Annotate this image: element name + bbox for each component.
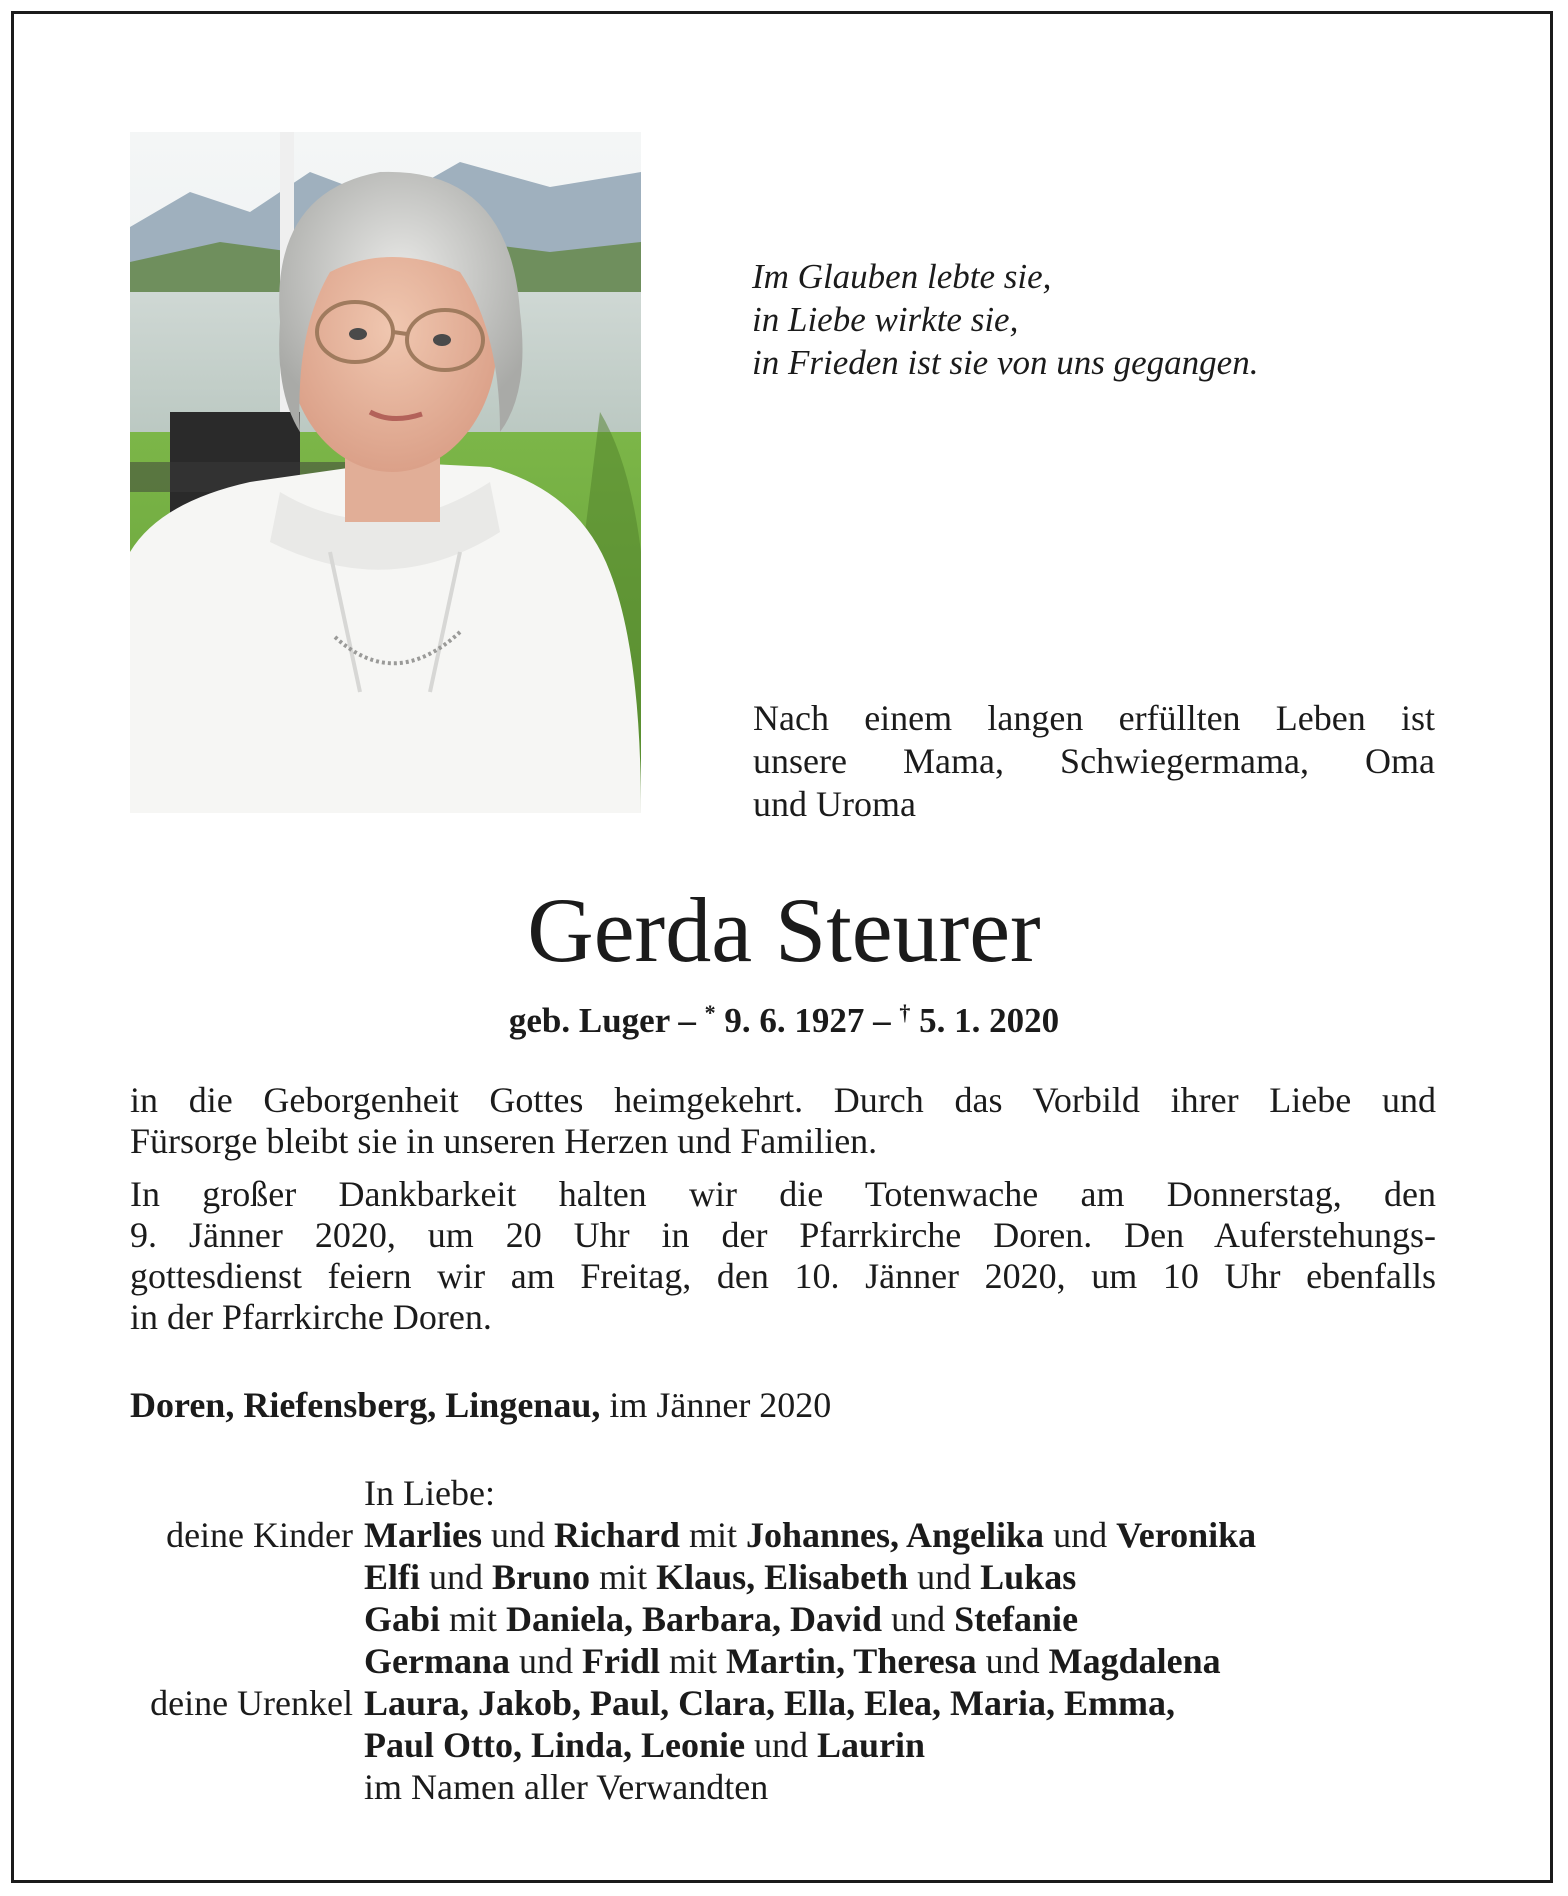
children-row <box>0 1598 1568 1640</box>
grandchildren-names: Martin, Theresa <box>725 1641 977 1681</box>
conjunction: und <box>917 1557 972 1597</box>
greatgrandchildren-row <box>0 1724 1568 1766</box>
life-dates: geb. Luger – * 9. 6. 1927 – † 5. 1. 2020 <box>508 1000 1060 1040</box>
spouse-name: Richard <box>553 1515 680 1555</box>
greatgrandchildren-names: Paul Otto, Linda, Leonie <box>364 1725 746 1765</box>
conjunction: und <box>518 1641 573 1681</box>
children-row <box>0 1640 1568 1682</box>
death-date: 5. 1. 2020 <box>919 1001 1060 1040</box>
child-name: Elfi <box>364 1557 421 1597</box>
greatgrandchildren-row <box>0 1682 1568 1724</box>
conjunction: und <box>1053 1515 1108 1555</box>
signature-block <box>0 1472 1568 1808</box>
conjunction: mit <box>668 1641 717 1681</box>
body-line: in der Pfarrkirche Doren. <box>130 1297 492 1337</box>
conjunction: mit <box>449 1599 498 1639</box>
signature-heading: In Liebe: <box>364 1473 495 1513</box>
signature-heading-row <box>0 1472 1568 1514</box>
conjunction: und <box>754 1725 809 1765</box>
conjunction: mit <box>688 1515 737 1555</box>
children-row <box>0 1514 1568 1556</box>
body-line: In großer Dankbarkeit halten wir die Totenwache am Donnerstag, den <box>130 1174 1436 1214</box>
intro-line: und Uroma <box>753 784 916 824</box>
motto-line: in Liebe wirkte sie, <box>752 300 1019 339</box>
children-label: deine Kinder <box>166 1515 353 1555</box>
grandchild-name: Lukas <box>980 1557 1077 1597</box>
conjunction: mit <box>599 1557 648 1597</box>
maiden-name: geb. Luger <box>508 1001 670 1040</box>
child-name: Marlies <box>364 1515 482 1555</box>
intro-line: Nach einem langen erfüllten Leben ist <box>753 698 1435 738</box>
deceased-name: Gerda Steurer <box>527 879 1041 981</box>
body-line: gottesdienst feiern wir am Freitag, den 10. Jänner 2020, um 10 Uhr ebenfalls <box>130 1256 1436 1296</box>
spouse-name: Fridl <box>581 1641 660 1681</box>
motto-verse <box>752 255 1472 384</box>
greatgrandchildren-label: deine Urenkel <box>150 1683 353 1723</box>
grandchildren-names: Klaus, Elisabeth <box>656 1557 909 1597</box>
conjunction: und <box>891 1599 946 1639</box>
conjunction: und <box>985 1641 1040 1681</box>
greatgrandchild-name: Laurin <box>817 1725 926 1765</box>
motto-line: in Frieden ist sie von uns gegangen. <box>752 343 1259 382</box>
body-line: Fürsorge bleibt sie in unseren Herzen und Familien. <box>130 1121 878 1161</box>
grandchild-name: Magdalena <box>1048 1641 1221 1681</box>
grandchild-name: Veronika <box>1116 1515 1257 1555</box>
body-line: 9. Jänner 2020, um 20 Uhr in der Pfarrkirche Doren. Den Auferstehungs- <box>130 1215 1436 1255</box>
greatgrandchildren-names: Laura, Jakob, Paul, Clara, Ella, Elea, Maria, Emma, <box>364 1683 1176 1723</box>
spouse-name: Bruno <box>492 1557 591 1597</box>
place-and-date <box>130 1384 831 1426</box>
conjunction: und <box>429 1557 484 1597</box>
announcement-date: im Jänner 2020 <box>609 1385 832 1425</box>
child-name: Germana <box>364 1641 510 1681</box>
birth-date: 9. 6. 1927 <box>724 1001 865 1040</box>
conjunction: und <box>490 1515 545 1555</box>
child-name: Gabi <box>364 1599 441 1639</box>
children-row <box>0 1556 1568 1598</box>
grandchild-name: Stefanie <box>954 1599 1079 1639</box>
closing-row <box>0 1766 1568 1808</box>
grandchildren-names: Johannes, Angelika <box>745 1515 1045 1555</box>
body-line: in die Geborgenheit Gottes heimgekehrt. Durch das Vorbild ihrer Liebe und <box>130 1080 1436 1120</box>
birth-symbol: * <box>704 1000 716 1025</box>
motto-line: Im Glauben lebte sie, <box>752 257 1052 296</box>
intro-text <box>753 697 1435 826</box>
towns: Doren, Riefensberg, Lingenau, <box>130 1385 601 1425</box>
death-symbol: † <box>899 1000 911 1025</box>
portrait-photo <box>130 132 641 813</box>
grandchildren-names: Daniela, Barbara, David <box>506 1599 883 1639</box>
announcement-body <box>130 1080 1436 1338</box>
closing-line: im Namen aller Verwandten <box>364 1767 769 1807</box>
intro-line: unsere Mama, Schwiegermama, Oma <box>753 741 1435 781</box>
